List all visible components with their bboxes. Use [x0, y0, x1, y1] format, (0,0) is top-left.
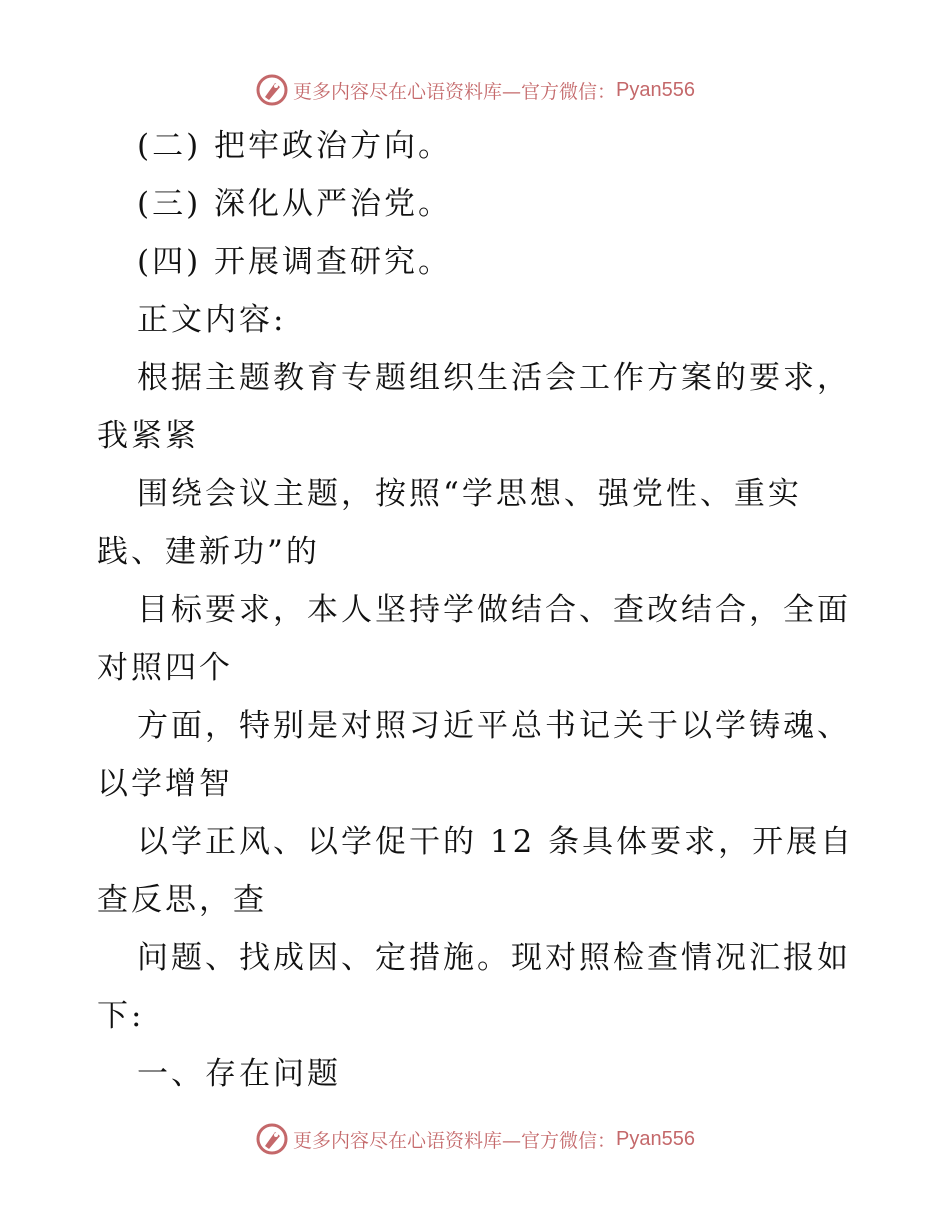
header-watermark [0, 70, 950, 110]
body-line: 对照四个 [97, 650, 233, 686]
body-line: (四) 开展调查研究。 [137, 244, 453, 280]
body-line: 围绕会议主题，按照“学思想、强党性、重实 [137, 476, 802, 512]
watermark-text: 更多内容尽在心语资料库—官方微信： [293, 1129, 617, 1152]
body-line: 践、建新功”的 [97, 534, 320, 570]
body-line: 根据主题教育专题组织生活会工作方案的要求， [137, 360, 851, 396]
watermark-text: 更多内容尽在心语资料库—官方微信： [293, 80, 617, 103]
body-line: 以学增智 [97, 766, 233, 802]
body-line: 下: [97, 998, 145, 1034]
pen-nib-logo-icon [255, 73, 289, 107]
watermark-wechat-id: Pyan556 [616, 78, 695, 101]
footer-watermark [0, 1119, 950, 1159]
watermark-wechat-id: Pyan556 [616, 1127, 695, 1150]
pen-nib-logo-icon [255, 1122, 289, 1156]
body-line: (二) 把牢政治方向。 [137, 128, 453, 164]
body-line: 目标要求，本人坚持学做结合、查改结合，全面 [137, 592, 851, 628]
section-heading: 一、存在问题 [137, 1056, 341, 1092]
body-line: 方面，特别是对照习近平总书记关于以学铸魂、 [137, 708, 851, 744]
document-body [97, 117, 867, 1103]
body-line: 查反思，查 [97, 882, 267, 918]
body-line: (三) 深化从严治党。 [137, 186, 453, 222]
body-line: 正文内容: [137, 302, 287, 338]
body-line: 我紧紧 [97, 418, 199, 454]
body-line: 以学正风、以学促干的 12 条具体要求，开展自 [137, 824, 855, 860]
body-line: 问题、找成因、定措施。现对照检查情况汇报如 [137, 940, 851, 976]
